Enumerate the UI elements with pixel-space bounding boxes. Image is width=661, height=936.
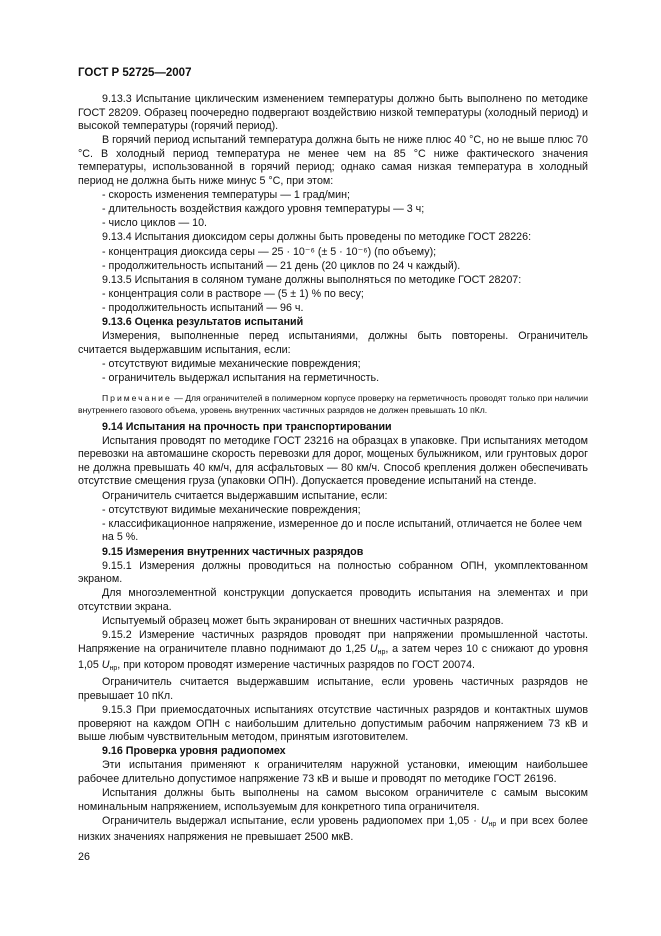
page-number: 26 (78, 851, 90, 863)
section-heading-9-16: 9.16 Проверка уровня радиопомех (102, 745, 286, 758)
note (78, 392, 588, 417)
paragraph-radio-sample: Испытания должны быть выполнены на самом высоком ограничителе с самым высоким номинальным напряжением, используемым для конкретного типа ограничителя. (78, 787, 588, 813)
paragraph-shielding: Испытуемый образец может быть экранирован от внешних частичных разрядов. (102, 615, 504, 628)
paragraph-9-13-5: 9.13.5 Испытания в соляном тумане должны выполняться по методике ГОСТ 28207: (102, 273, 522, 286)
list-item: - продолжительность испытаний — 96 ч. (102, 302, 304, 315)
paragraph-pd-pass: Ограничитель считается выдержавшим испытание, если уровень частичных разрядов не превышает 10 пКл. (78, 676, 588, 702)
voltage-symbol: U (369, 642, 378, 655)
paragraph-evaluation: Измерения, выполненные перед испытаниями, должны быть повторены. Ограничитель считается выдержавшим испытания, если: (78, 330, 588, 356)
list-item: - концентрация соли в растворе — (5 ± 1) % по весу; (102, 288, 364, 300)
voltage-symbol: U (101, 659, 110, 672)
list-item: - отсутствуют видимые механические повреждения; (102, 358, 361, 371)
section-heading-9-15: 9.15 Измерения внутренних частичных разрядов (102, 545, 364, 558)
list-item: - скорость изменения температуры — 1 град/мин; (102, 189, 350, 202)
note-text: — Для ограничителей в полимерном корпусе проверку на герметичность проводят только при наличии внутреннего газового объема, уровень внутренних частичных разрядов не должен превышать 10 пКл. (78, 392, 588, 416)
paragraph-transport-pass: Ограничитель считается выдержавшим испытание, если: (102, 489, 388, 502)
document-header: ГОСТ Р 52725—2007 (78, 67, 192, 79)
list-item: - отсутствуют видимые механические повреждения; (102, 503, 361, 516)
paragraph-9-13-4: 9.13.4 Испытания диоксидом серы должны быть проведены по методике ГОСТ 28226: (102, 231, 532, 244)
paragraph-hot-period: В горячий период испытаний температура должна быть не ниже плюс 40 °С, но не выше плюс 70 °С. В холодный период температура не менее чем на 85 °С ниже фактического значения температуры, использованной в горячий период; однако самая низкая температура в холодный период не должна быть ниже минус 5 °С, при этом: (78, 134, 588, 187)
paragraph-9-13-3: 9.13.3 Испытание циклическим изменением температуры должно быть выполнено по методике ГОСТ 28209. Образец поочередно подвергают воздействию низкой температуры (холодный период) и высокой температуры (горячий период). (78, 93, 588, 133)
paragraph-radio-scope: Эти испытания применяют к ограничителям наружной установки, имеющим наибольшее рабочее длительно допустимое напряжение 73 кВ и выше и проводят по методике ГОСТ 26196. (78, 759, 588, 785)
voltage-subscript: нр (377, 648, 386, 656)
text-run: Ограничитель выдержал испытание, если уровень радиопомех при 1,05 · (102, 814, 481, 827)
paragraph-radio-pass (78, 815, 588, 845)
text-run: 9.15.2 Измерение частичных разрядов проводят при напряжении промышленной частоты. Напряжение на ограничителе плавно поднимают до 1,25 (78, 629, 588, 655)
list-item: - концентрация диоксида серы — 25 · 10⁻⁶ (± 5 · 10⁻⁶) (по объему); (102, 245, 437, 258)
paragraph-9-15-2 (78, 629, 588, 676)
document-body (78, 93, 588, 846)
text-run: , а затем через 10 с снижают до уровня 1,05 (78, 642, 588, 672)
paragraph-multielement: Для многоэлементной конструкции допускается проводить испытания на элементах и при отсутствии экрана. (78, 587, 588, 613)
paragraph-transport: Испытания проводят по методике ГОСТ 23216 на образцах в упаковке. При испытаниях методом перевозки на автомашине скорость перевозки для дорог, мощеных булыжником, или грунтовых дорог не должна превышать 40 км/ч, для асфальтовых — 80 км/ч. Способ крепления должен обеспечивать отсутствие смещения груза (упаковки ОПН). Допускается проведение испытаний на стенде. (78, 434, 588, 488)
list-item: - длительность воздействия каждого уровня температуры — 3 ч; (102, 203, 425, 216)
text-run: и при всех более низких значениях напряжения не превышает 2500 мкВ. (78, 814, 588, 844)
list-item: - ограничитель выдержал испытания на герметичность. (102, 372, 380, 385)
voltage-subscript: нр (109, 665, 118, 673)
list-item: - продолжительность испытаний — 21 день (20 циклов по 24 ч каждый). (102, 259, 461, 272)
section-heading-9-13-6: 9.13.6 Оценка результатов испытаний (102, 316, 304, 329)
voltage-symbol: U (480, 814, 489, 827)
paragraph-9-15-1: 9.15.1 Измерения должны проводиться на полностью собранном ОПН, укомплектованном экраном. (78, 559, 588, 586)
voltage-subscript: нр (488, 820, 497, 828)
list-item: - число циклов — 10. (102, 217, 208, 230)
list-item: - классификационное напряжение, измеренное до и после испытаний, отличается не более чем на 5 %. (102, 517, 583, 544)
paragraph-9-15-3: 9.15.3 При приемосдаточных испытаниях отсутствие частичных разрядов и контактных шумов проверяют на каждом ОПН с наибольшим длительно допустимым рабочим напряжением 73 кВ и выше любым чувствительным методом, принятым изготовителем. (78, 704, 588, 744)
note-label: Примечание (102, 392, 172, 403)
text-run: , при котором проводят измерение частичных разрядов по ГОСТ 20074. (117, 659, 476, 672)
section-heading-9-14: 9.14 Испытания на прочность при транспортировании (102, 420, 392, 433)
